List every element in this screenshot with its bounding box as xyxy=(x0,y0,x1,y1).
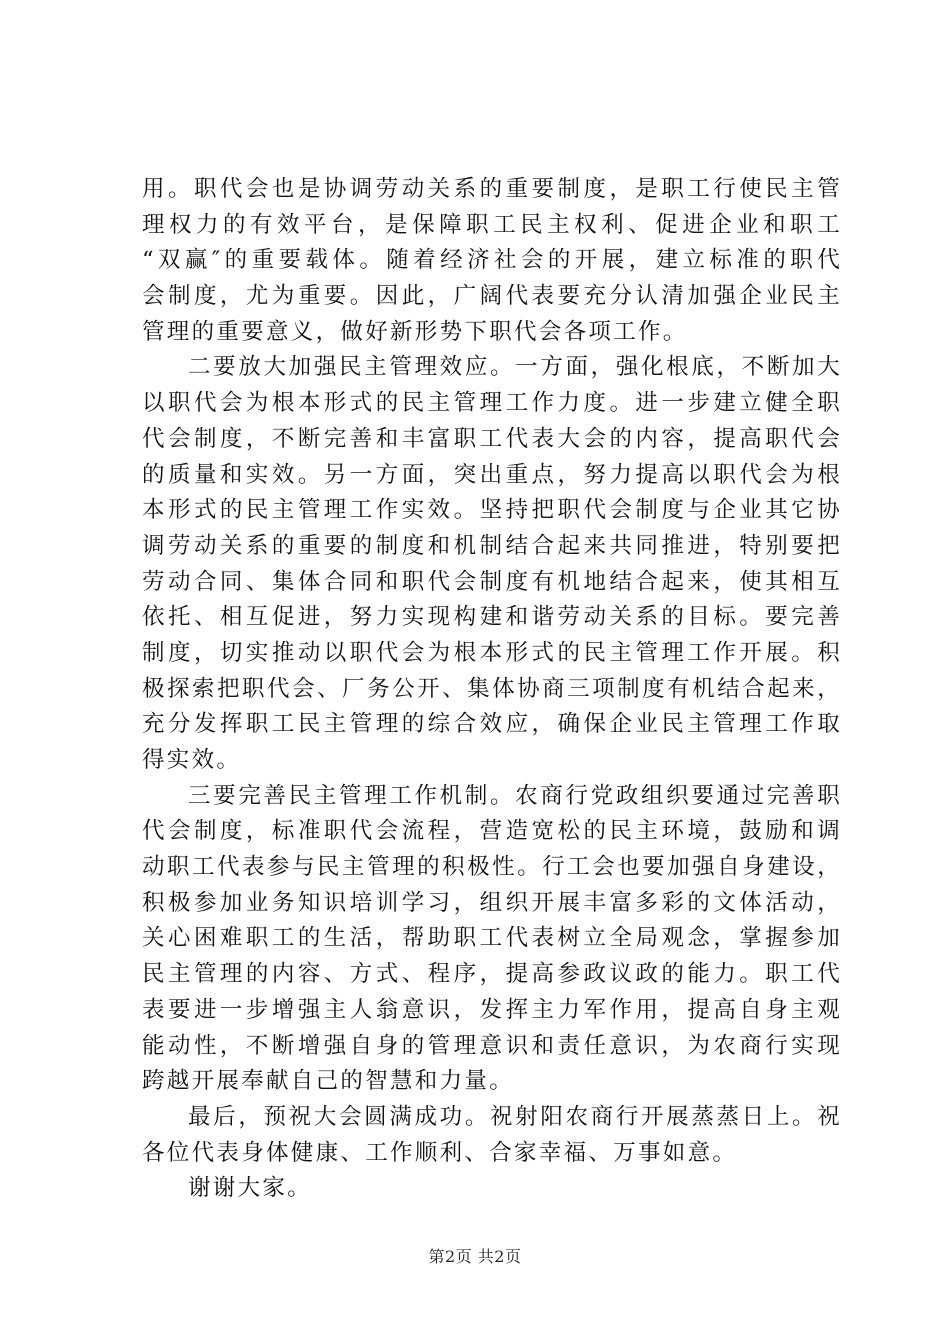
page-number-footer: 第2页 共2页 xyxy=(428,1247,522,1266)
text-line: 动职工代表参与民主管理的积极性。行工会也要加强自身建设， xyxy=(142,854,842,881)
text-line: 各位代表身体健康、工作顺利、合家幸福、万事如意。 xyxy=(142,1139,738,1166)
text-line: 谢谢大家。 xyxy=(188,1175,313,1202)
text-line: 得实效。 xyxy=(142,747,242,773)
text-line: 极探索把职代会、厂务公开、集体协商三项制度有机结合起来， xyxy=(142,675,842,702)
text-line: 积极参加业务知识培训学习，组织开展丰富多彩的文体活动， xyxy=(142,889,842,916)
text-line: 用。职代会也是协调劳动关系的重要制度，是职工行使民主管 xyxy=(142,176,842,202)
text-line: 管理的重要意义，做好新形势下职代会各项工作。 xyxy=(142,318,688,345)
text-line: 能动性，不断增强自身的管理意识和责任意识，为农商行实现 xyxy=(142,1032,842,1059)
text-line: 三要完善民主管理工作机制。农商行党政组织要通过完善职 xyxy=(188,782,842,809)
text-line: 劳动合同、集体合同和职代会制度有机地结合起来，使其相互 xyxy=(142,568,842,595)
text-line: 民主管理的内容、方式、程序，提高参政议政的能力。职工代 xyxy=(142,961,842,988)
text-line: 的质量和实效。另一方面，突出重点，努力提高以职代会为根 xyxy=(142,461,842,488)
text-line: 依托、相互促进，努力实现构建和谐劳动关系的目标。要完善 xyxy=(142,604,842,631)
text-line: 会制度，尤为重要。因此，广阔代表要充分认清加强企业民主 xyxy=(142,283,842,310)
text-line: 本形式的民主管理工作实效。坚持把职代会制度与企业其它协 xyxy=(142,497,842,524)
text-line: 调劳动关系的重要的制度和机制结合起来共同推进，特别要把 xyxy=(142,532,842,559)
text-line: 跨越开展奉献自己的智慧和力量。 xyxy=(142,1068,515,1095)
text-line: 以职代会为根本形式的民主管理工作力度。进一步建立健全职 xyxy=(142,390,842,417)
text-line: “双赢″的重要载体。随着经济社会的开展，建立标准的职代 xyxy=(142,247,842,274)
text-line: 关心困难职工的生活，帮助职工代表树立全局观念，掌握参加 xyxy=(142,925,842,952)
text-line: 代会制度，标准职代会流程，营造宽松的民主环境，鼓励和调 xyxy=(142,818,842,845)
text-line: 制度，切实推动以职代会为根本形式的民主管理工作开展。积 xyxy=(142,639,842,666)
text-line: 最后，预祝大会圆满成功。祝射阳农商行开展蒸蒸日上。祝 xyxy=(188,1103,842,1130)
document-body xyxy=(142,172,842,1207)
text-line: 代会制度，不断完善和丰富职工代表大会的内容，提高职代会 xyxy=(142,425,842,452)
text-line: 二要放大加强民主管理效应。一方面，强化根底，不断加大 xyxy=(188,354,842,381)
text-line: 理权力的有效平台，是保障职工民主权利、促进企业和职工 xyxy=(142,211,842,238)
text-line: 充分发挥职工民主管理的综合效应，确保企业民主管理工作取 xyxy=(142,711,842,738)
text-line: 表要进一步增强主人翁意识，发挥主力军作用，提高自身主观 xyxy=(142,996,842,1023)
